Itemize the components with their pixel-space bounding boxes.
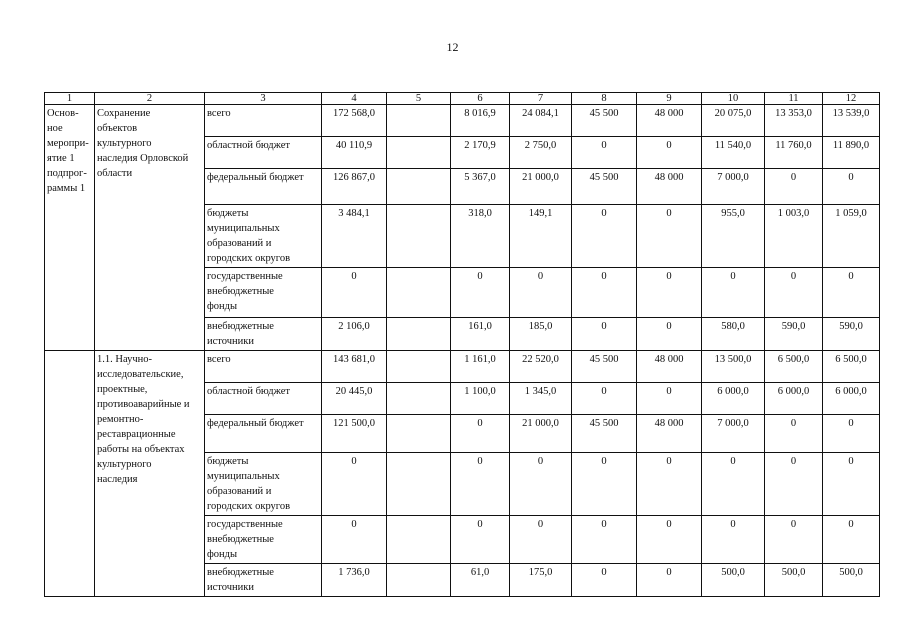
value-cell: 13 500,0 xyxy=(702,351,765,383)
value-cell: 20 445,0 xyxy=(322,383,387,415)
value-cell: 580,0 xyxy=(702,318,765,351)
value-cell: 0 xyxy=(637,205,702,268)
value-cell: 172 568,0 xyxy=(322,105,387,137)
value-cell: 61,0 xyxy=(451,564,510,597)
header-cell: 9 xyxy=(637,93,702,105)
value-cell: 955,0 xyxy=(702,205,765,268)
value-cell: 6 500,0 xyxy=(823,351,880,383)
budget-table xyxy=(44,92,880,597)
value-cell: 0 xyxy=(637,516,702,564)
value-cell: 13 353,0 xyxy=(765,105,823,137)
value-cell: 590,0 xyxy=(765,318,823,351)
value-cell: 45 500 xyxy=(572,169,637,205)
value-cell xyxy=(387,415,451,453)
header-cell: 1 xyxy=(45,93,95,105)
value-cell: 0 xyxy=(637,318,702,351)
header-cell: 6 xyxy=(451,93,510,105)
value-cell: 0 xyxy=(510,516,572,564)
funding-source: федеральный бюджет xyxy=(205,415,322,453)
value-cell: 0 xyxy=(322,516,387,564)
header-cell: 12 xyxy=(823,93,880,105)
funding-source: всего xyxy=(205,105,322,137)
value-cell: 45 500 xyxy=(572,415,637,453)
value-cell: 21 000,0 xyxy=(510,415,572,453)
activity-name: Основ- ное меропри- ятие 1 подпрог- раммы 1 xyxy=(45,105,95,351)
value-cell: 500,0 xyxy=(702,564,765,597)
funding-source: внебюджетные источники xyxy=(205,564,322,597)
value-cell xyxy=(387,268,451,318)
value-cell: 0 xyxy=(637,137,702,169)
value-cell: 0 xyxy=(572,137,637,169)
header-cell: 10 xyxy=(702,93,765,105)
funding-source: областной бюджет xyxy=(205,137,322,169)
value-cell xyxy=(387,351,451,383)
value-cell: 3 484,1 xyxy=(322,205,387,268)
value-cell: 21 000,0 xyxy=(510,169,572,205)
value-cell: 1 736,0 xyxy=(322,564,387,597)
value-cell: 0 xyxy=(637,268,702,318)
value-cell xyxy=(387,453,451,516)
funding-source: федеральный бюджет xyxy=(205,169,322,205)
value-cell xyxy=(387,564,451,597)
value-cell: 1 059,0 xyxy=(823,205,880,268)
value-cell: 7 000,0 xyxy=(702,415,765,453)
value-cell: 24 084,1 xyxy=(510,105,572,137)
value-cell: 6 500,0 xyxy=(765,351,823,383)
value-cell: 40 110,9 xyxy=(322,137,387,169)
value-cell: 0 xyxy=(637,453,702,516)
header-cell: 2 xyxy=(95,93,205,105)
activity-description: 1.1. Научно- исследовательские, проектные, противоаварийные и ремонтно- реставрационные работы на объектах культурного наследия xyxy=(95,351,205,597)
value-cell: 0 xyxy=(451,453,510,516)
value-cell: 500,0 xyxy=(765,564,823,597)
value-cell: 22 520,0 xyxy=(510,351,572,383)
value-cell: 48 000 xyxy=(637,169,702,205)
value-cell: 1 161,0 xyxy=(451,351,510,383)
value-cell: 175,0 xyxy=(510,564,572,597)
header-cell: 11 xyxy=(765,93,823,105)
value-cell: 0 xyxy=(572,453,637,516)
value-cell: 2 750,0 xyxy=(510,137,572,169)
value-cell: 0 xyxy=(823,453,880,516)
funding-source: государственные внебюджетные фонды xyxy=(205,516,322,564)
header-cell: 7 xyxy=(510,93,572,105)
value-cell: 126 867,0 xyxy=(322,169,387,205)
header-cell: 4 xyxy=(322,93,387,105)
value-cell: 0 xyxy=(451,268,510,318)
value-cell: 0 xyxy=(765,453,823,516)
value-cell: 0 xyxy=(823,169,880,205)
value-cell: 8 016,9 xyxy=(451,105,510,137)
activity-name xyxy=(45,351,95,597)
funding-source: бюджеты муниципальных образований и городских округов xyxy=(205,453,322,516)
value-cell: 13 539,0 xyxy=(823,105,880,137)
value-cell: 0 xyxy=(510,268,572,318)
value-cell: 11 760,0 xyxy=(765,137,823,169)
value-cell: 0 xyxy=(451,415,510,453)
value-cell: 0 xyxy=(702,453,765,516)
header-row xyxy=(45,93,880,105)
value-cell: 0 xyxy=(510,453,572,516)
value-cell xyxy=(387,318,451,351)
value-cell: 0 xyxy=(451,516,510,564)
table-row xyxy=(45,105,880,137)
header-cell: 3 xyxy=(205,93,322,105)
value-cell: 0 xyxy=(823,268,880,318)
value-cell: 0 xyxy=(572,516,637,564)
value-cell: 6 000,0 xyxy=(765,383,823,415)
value-cell: 0 xyxy=(823,415,880,453)
value-cell: 0 xyxy=(637,564,702,597)
value-cell: 0 xyxy=(765,268,823,318)
value-cell: 0 xyxy=(702,516,765,564)
value-cell xyxy=(387,137,451,169)
value-cell: 0 xyxy=(765,415,823,453)
value-cell: 1 100,0 xyxy=(451,383,510,415)
value-cell: 500,0 xyxy=(823,564,880,597)
table-row xyxy=(45,351,880,383)
value-cell: 2 170,9 xyxy=(451,137,510,169)
value-cell xyxy=(387,383,451,415)
value-cell: 48 000 xyxy=(637,105,702,137)
value-cell: 48 000 xyxy=(637,351,702,383)
value-cell: 1 003,0 xyxy=(765,205,823,268)
value-cell: 0 xyxy=(322,453,387,516)
value-cell: 185,0 xyxy=(510,318,572,351)
value-cell: 20 075,0 xyxy=(702,105,765,137)
value-cell: 6 000,0 xyxy=(702,383,765,415)
value-cell: 318,0 xyxy=(451,205,510,268)
value-cell: 7 000,0 xyxy=(702,169,765,205)
value-cell xyxy=(387,516,451,564)
value-cell xyxy=(387,205,451,268)
value-cell: 0 xyxy=(637,383,702,415)
value-cell: 143 681,0 xyxy=(322,351,387,383)
value-cell: 48 000 xyxy=(637,415,702,453)
value-cell: 149,1 xyxy=(510,205,572,268)
value-cell: 0 xyxy=(572,564,637,597)
value-cell: 11 890,0 xyxy=(823,137,880,169)
header-cell: 5 xyxy=(387,93,451,105)
table-body xyxy=(45,105,880,597)
value-cell: 5 367,0 xyxy=(451,169,510,205)
value-cell xyxy=(387,169,451,205)
value-cell: 2 106,0 xyxy=(322,318,387,351)
value-cell: 0 xyxy=(765,516,823,564)
value-cell: 45 500 xyxy=(572,351,637,383)
value-cell: 0 xyxy=(572,318,637,351)
value-cell: 0 xyxy=(572,383,637,415)
page-number: 12 xyxy=(446,40,459,54)
value-cell: 0 xyxy=(322,268,387,318)
funding-source: областной бюджет xyxy=(205,383,322,415)
value-cell: 45 500 xyxy=(572,105,637,137)
funding-source: бюджеты муниципальных образований и городских округов xyxy=(205,205,322,268)
value-cell: 11 540,0 xyxy=(702,137,765,169)
value-cell: 0 xyxy=(702,268,765,318)
value-cell: 161,0 xyxy=(451,318,510,351)
header-cell: 8 xyxy=(572,93,637,105)
value-cell: 0 xyxy=(572,268,637,318)
value-cell: 121 500,0 xyxy=(322,415,387,453)
value-cell: 6 000,0 xyxy=(823,383,880,415)
funding-source: внебюджетные источники xyxy=(205,318,322,351)
value-cell: 0 xyxy=(823,516,880,564)
value-cell: 590,0 xyxy=(823,318,880,351)
activity-description: Сохранение объектов культурного наследия Орловской области xyxy=(95,105,205,351)
funding-source: всего xyxy=(205,351,322,383)
value-cell xyxy=(387,105,451,137)
value-cell: 1 345,0 xyxy=(510,383,572,415)
value-cell: 0 xyxy=(572,205,637,268)
value-cell: 0 xyxy=(765,169,823,205)
funding-source: государственные внебюджетные фонды xyxy=(205,268,322,318)
